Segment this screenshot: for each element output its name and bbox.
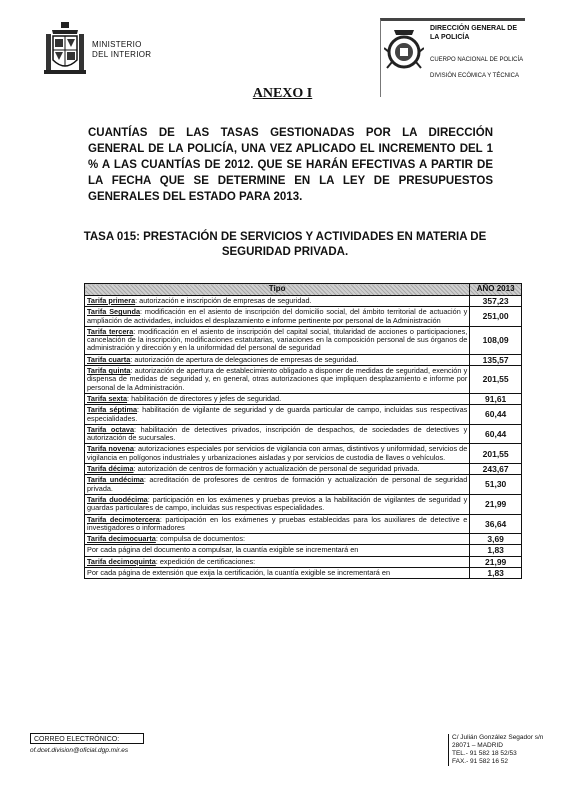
tariff-description xyxy=(85,354,470,365)
table-row xyxy=(85,475,522,495)
tariff-description xyxy=(85,514,470,534)
tariff-amount: 135,57 xyxy=(470,354,522,365)
tariff-text: : modificación en el asiento de inscripción del capital social, titularidad de acciones o participaciones, cancelación de la inscripción, modificaciones estatutarias, variaciones en la composición personal de sus órganos de administración y dirección y en la uniformidad del personal de seguridad xyxy=(87,326,468,353)
column-header-amount: AÑO 2013 xyxy=(470,284,522,296)
tariff-text: : modificación en el asiento de inscripción del domicilio social, del ámbito territorial de actuación y ampliación de actividades, incluidos el desplazamiento e informe pertinente por personal de la Administración xyxy=(87,307,468,325)
tariff-amount: 21,99 xyxy=(470,494,522,514)
tariff-description xyxy=(85,475,470,495)
tariff-amount: 51,30 xyxy=(470,475,522,495)
tariff-amount: 60,44 xyxy=(470,405,522,425)
tariff-description xyxy=(85,307,470,327)
tariff-name: Tarifa decimotercera xyxy=(87,514,160,524)
subject-heading: CUANTÍAS DE LAS TASAS GESTIONADAS POR LA DIRECCIÓN GENERAL DE LA POLICÍA, UNA VEZ APLICADO EL INCREMENTO DEL 1 % A LAS CUANTÍAS DE 2012. QUE SE HARÁN EFECTIVAS A PARTIR DE LA FECHA QUE SE DETERMINE EN LA LEY DE PRESUPUESTOS GENERALES DEL ESTADO PARA 2013. xyxy=(88,127,493,203)
tariff-description xyxy=(85,534,470,545)
tariff-amount: 201,55 xyxy=(470,366,522,394)
tariff-amount: 36,64 xyxy=(470,514,522,534)
tariff-amount: 108,09 xyxy=(470,326,522,354)
annex-title: ANEXO I xyxy=(252,86,313,101)
tariff-text: : autorizaciones especiales por servicios de vigilancia con armas, distintivos y uniformidad, servicios de vigilancia en polígonos industriales y urbanizaciones aisladas y por servicios de custodia de llaves o vehículos. xyxy=(87,444,468,462)
direction-line2: LA POLICÍA xyxy=(430,34,470,41)
table-row xyxy=(85,464,522,475)
tariff-name: Tarifa undécima xyxy=(87,475,144,485)
tariff-name: Tarifa tercera xyxy=(87,326,134,336)
tariff-description xyxy=(85,556,470,567)
tariff-description xyxy=(85,568,470,579)
table-row xyxy=(85,296,522,307)
phone-number: TEL.- 91 582 18 52/53 xyxy=(452,750,517,757)
postal-address xyxy=(448,734,543,766)
tariff-text: : participación en los exámenes y pruebas establecidas para los auxiliares de detective e investigadores o informadores xyxy=(87,514,468,532)
table-row xyxy=(85,354,522,365)
table-row xyxy=(85,568,522,579)
tariff-amount: 3,69 xyxy=(470,534,522,545)
column-header-type: Tipo xyxy=(85,284,470,296)
tariff-name: Tarifa décima xyxy=(87,464,134,474)
table-row xyxy=(85,494,522,514)
tasa-title: TASA 015: PRESTACIÓN DE SERVICIOS Y ACTIVIDADES EN MATERIA DE SEGURIDAD PRIVADA. xyxy=(83,231,487,258)
tariff-text: : expedición de certificaciones: xyxy=(155,556,256,566)
fee-table-body xyxy=(85,296,522,579)
tariff-name: Tarifa quinta xyxy=(87,366,131,376)
tariff-text: : habilitación de detectives privados, inscripción de despachos, de sociedades de detectives y autorización de sucursales. xyxy=(87,424,468,443)
table-row xyxy=(85,556,522,567)
email-address[interactable]: of.dcet.division@oficial.dgp.mir.es xyxy=(30,747,129,754)
tariff-description xyxy=(85,326,470,354)
table-row xyxy=(85,326,522,354)
table-row xyxy=(85,545,522,556)
table-row xyxy=(85,366,522,394)
tariff-amount: 91,61 xyxy=(470,393,522,404)
fax-number: FAX.- 91 582 16 52 xyxy=(452,758,509,765)
ministry-line2: DEL INTERIOR xyxy=(92,50,152,59)
tariff-text: : compulsa de documentos: xyxy=(155,534,246,544)
table-row xyxy=(85,514,522,534)
tariff-name: Tarifa decimocuarta xyxy=(87,534,156,544)
direction-line1: DIRECCIÓN GENERAL DE xyxy=(430,25,517,32)
police-corps: CUERPO NACIONAL DE POLICÍA xyxy=(430,57,524,63)
table-row xyxy=(85,393,522,404)
tariff-text: : participación en los exámenes y pruebas previos a la habilitación de vigilantes de seguridad y guardas particulares de campo, incluidas sus respectivas especialidades. xyxy=(87,494,468,513)
table-row xyxy=(85,444,522,464)
table-row xyxy=(85,534,522,545)
tariff-text: Por cada página del documento a compulsar, la cuantía exigible se incrementará en xyxy=(87,545,359,555)
tariff-description xyxy=(85,464,470,475)
tariff-text: : autorización e inscripción de empresas de seguridad. xyxy=(135,296,312,305)
tariff-text: : autorización de centros de formación y actualización de personal de seguridad privada. xyxy=(133,464,420,474)
table-row xyxy=(85,307,522,327)
tariff-amount: 357,23 xyxy=(470,296,522,307)
tariff-description xyxy=(85,393,470,404)
tariff-description xyxy=(85,366,470,394)
tariff-description xyxy=(85,405,470,425)
tariff-description xyxy=(85,296,470,307)
tariff-name: Tarifa cuarta xyxy=(87,354,131,364)
table-header-row xyxy=(85,284,522,296)
table-row xyxy=(85,405,522,425)
tariff-name: Tarifa Segunda xyxy=(87,307,141,317)
tariff-description xyxy=(85,545,470,556)
tariff-text: : autorización de apertura de delegaciones de empresas de seguridad. xyxy=(130,354,359,364)
coat-of-arms-icon xyxy=(44,22,86,78)
ministry-name xyxy=(92,40,151,60)
tariff-text: Por cada página de extensión que exija la certificación, la cuantía exigible se incrementará en xyxy=(87,568,391,578)
police-direction xyxy=(430,24,517,42)
police-division: DIVISIÓN ECÓMICA Y TÉCNICA xyxy=(430,73,520,79)
tariff-amount: 1,83 xyxy=(470,568,522,579)
tariff-name: Tarifa octava xyxy=(87,424,134,434)
tariff-name: Tarifa sexta xyxy=(87,393,128,403)
police-emblem-icon xyxy=(384,26,424,74)
tariff-text: : acreditación de profesores de centros de formación y actualización de personal de seguridad privada. xyxy=(87,475,468,493)
tariff-text: : habilitación de directores y jefes de seguridad. xyxy=(127,393,282,403)
tariff-amount: 1,83 xyxy=(470,545,522,556)
tariff-name: Tarifa duodécima xyxy=(87,494,148,504)
tariff-amount: 60,44 xyxy=(470,424,522,444)
tariff-amount: 21,99 xyxy=(470,556,522,567)
tariff-name: Tarifa séptima xyxy=(87,405,138,415)
tariff-description xyxy=(85,424,470,444)
ministry-line1: MINISTERIO xyxy=(92,40,142,49)
tariff-name: Tarifa primera xyxy=(87,296,136,305)
email-label: CORREO ELECTRÓNICO: xyxy=(30,733,144,744)
address-line2: 28071 – MADRID xyxy=(452,742,503,749)
tariff-amount: 251,00 xyxy=(470,307,522,327)
tariff-name: Tarifa decimoquinta xyxy=(87,556,156,566)
table-row xyxy=(85,424,522,444)
tariff-text: : autorización de apertura de establecimiento obligado a disponer de medidas de seguridad, exención y dispensa de medidas de seguridad y, en general, otras autorizaciones que impliquen desplazamiento e informe por personal de la Administración. xyxy=(87,366,468,392)
tariff-name: Tarifa novena xyxy=(87,444,134,454)
fee-table xyxy=(84,283,522,579)
tariff-description xyxy=(85,494,470,514)
tariff-text: : habilitación de vigilante de seguridad y de guarda particular de campo, incluidas sus respectivas especialidades. xyxy=(87,405,468,423)
tariff-amount: 201,55 xyxy=(470,444,522,464)
tariff-description xyxy=(85,444,470,464)
tariff-amount: 243,67 xyxy=(470,464,522,475)
address-line1: C/ Julián González Segador s/n xyxy=(452,734,544,741)
